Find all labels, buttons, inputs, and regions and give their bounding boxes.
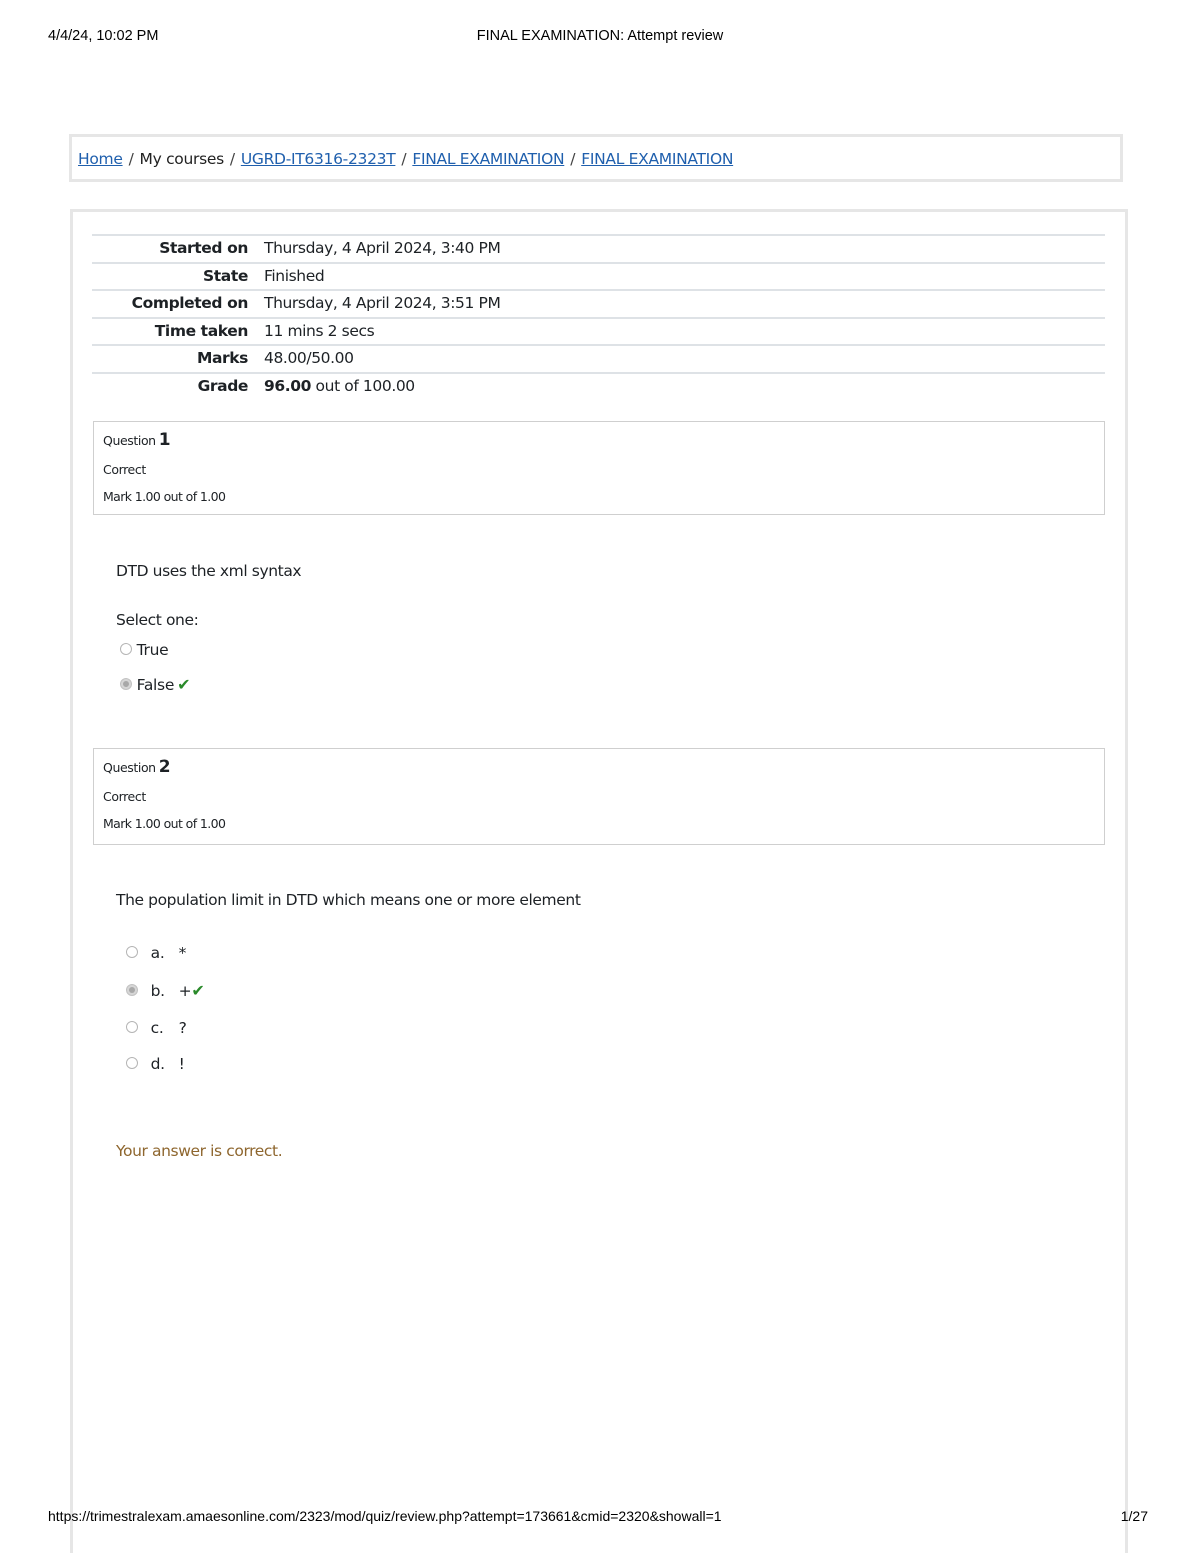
breadcrumb-quiz-link[interactable]: FINAL EXAMINATION [581,150,734,168]
option-letter: a. [150,944,165,962]
question-label: Question [103,433,156,448]
summary-label: Grade [197,376,248,395]
question-state: Correct [103,462,146,477]
summary-value: Finished [264,266,325,285]
option-label: + [178,982,192,1000]
select-one-prompt: Select one: [116,611,199,629]
question-text: The population limit in DTD which means one or more element [116,891,581,909]
print-footer [48,1508,1148,1528]
print-header [48,28,1152,48]
summary-label: Completed on [131,294,248,312]
option-label: False [136,676,175,694]
breadcrumb-container [69,134,1123,182]
summary-value: Thursday, 4 April 2024, 3:51 PM [264,294,501,312]
summary-value: Thursday, 4 April 2024, 3:40 PM [264,239,501,257]
summary-label: Marks [196,349,248,367]
breadcrumb-my-courses: My courses [139,150,224,168]
breadcrumb-separator: / [401,150,407,168]
question-number-value: 2 [158,757,171,777]
question-number [103,757,170,777]
radio-button[interactable] [126,946,138,958]
radio-button[interactable] [126,1021,138,1033]
breadcrumb-home-link[interactable]: Home [78,150,123,168]
option-letter: d. [150,1055,165,1073]
summary-row-marks [92,344,1105,372]
question-info-box [93,748,1105,845]
question-label: Question [103,760,156,775]
radio-button-selected[interactable] [120,678,132,690]
question-number [103,430,170,450]
question-info-box [93,421,1105,515]
option-letter: c. [150,1019,164,1037]
answer-feedback: Your answer is correct. [116,1142,283,1160]
summary-row-state [92,262,1105,290]
grade-score: 96.00 [264,376,312,395]
summary-label: Started on [159,239,248,257]
summary-label: Time taken [154,321,248,340]
answer-option-false[interactable] [120,675,190,697]
question-mark: Mark 1.00 out of 1.00 [103,489,226,504]
summary-row-grade [92,372,1105,400]
question-state: Correct [103,789,146,804]
option-letter: b. [150,982,165,1000]
radio-button[interactable] [120,643,132,655]
answer-option-c[interactable] [126,1019,187,1041]
checkmark-icon: ✔ [177,675,191,694]
question-number-value: 1 [158,430,171,450]
option-label: * [178,944,187,962]
print-title: FINAL EXAMINATION: Attempt review [476,28,724,44]
answer-option-d[interactable] [126,1055,185,1077]
print-date: 4/4/24, 10:02 PM [48,28,159,44]
summary-row-time-taken [92,317,1105,345]
summary-row-started [92,234,1105,262]
option-label: True [136,641,169,659]
quiz-review-region [70,209,1128,1553]
answer-option-a[interactable] [126,944,186,966]
breadcrumb-section-link[interactable]: FINAL EXAMINATION [412,150,565,168]
question-mark: Mark 1.00 out of 1.00 [103,816,226,831]
grade-out-of: out of 100.00 [311,376,415,395]
breadcrumb-course-link[interactable]: UGRD-IT6316-2323T [240,150,396,168]
summary-value: 48.00/50.00 [264,349,354,367]
question-text: DTD uses the xml syntax [116,562,302,580]
page-number: 1/27 [1120,1508,1148,1524]
option-label: ! [178,1055,185,1073]
summary-value [264,377,415,395]
summary-label: State [203,266,248,285]
answer-option-b[interactable] [126,981,204,1003]
summary-row-completed [92,289,1105,317]
checkmark-icon: ✔ [191,981,205,1000]
option-label: ? [178,1019,187,1037]
attempt-summary-table [92,234,1105,399]
radio-button[interactable] [126,1057,138,1069]
breadcrumb-separator: / [229,150,235,168]
breadcrumb-separator: / [128,150,134,168]
breadcrumb-separator: / [570,150,576,168]
print-url: https://trimestralexam.amaesonline.com/2323/mod/quiz/review.php?attempt=173661&cmid=2320&showall=1 [48,1508,722,1524]
answer-option-true[interactable] [120,641,168,663]
breadcrumb [78,150,733,168]
summary-value: 11 mins 2 secs [264,321,375,340]
radio-button-selected[interactable] [126,984,138,996]
